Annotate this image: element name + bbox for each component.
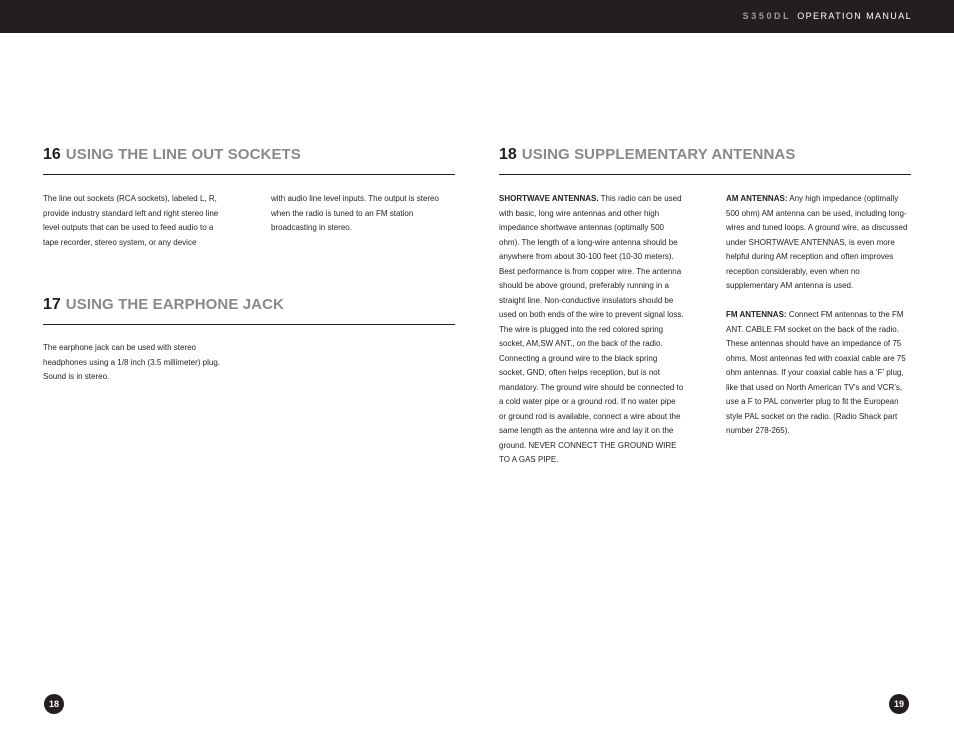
section-16-number: 16 [43, 146, 61, 163]
section-18-title: USING SUPPLEMENTARY ANTENNAS [521, 146, 796, 163]
section-18-heading [499, 146, 911, 175]
fm-antennas-text: Connect FM antennas to the FM ANT. CABLE FM socket on the back of the radio. These antennas should have an impedance of 75 ohms. Most antennas fed with coaxial cable are 75 ohm antennas. If your coaxial cable has a ‘F’ plug, like that used on North American TV’s and VCR’s, use a F to PAL converter plug to fit the European style PAL socket on the radio. (Radio Shack part number 278-265). [726, 310, 906, 435]
shortwave-antennas-text: This radio can be used with basic, long wire antennas and other high impedance shortwave antennas (optimally 500 ohm). The length of a long-wire antenna should be anywhere from about 30-100 feet (10-30 meters). Best performance is from copper wire. The antenna should be above ground, preferably running in a straight line. Non-conductive insulators should be used on both ends of the wire to prevent signal loss. The wire is plugged into the red colored spring socket, AM,SW ANT., on the back of the radio. Connecting a ground wire to the black spring socket, GND, often helps reception, but is not mandatory. The ground wire should be connected to a cold water pipe or a ground rod. If no water pipe or ground rod is available, connect a wire about the same length as the antenna wire and lay it on the ground. NEVER CONNECT THE GROUND WIRE TO A GAS PIPE. [499, 194, 684, 464]
am-fm-antennas-column [726, 192, 911, 439]
header-brand [743, 11, 912, 21]
model-name: S350DL [742, 11, 792, 21]
shortwave-antennas-paragraph [499, 192, 684, 468]
section-16-body-col2 [271, 192, 455, 236]
section-16-heading [43, 146, 455, 175]
page-number-right: 19 [889, 694, 909, 714]
section-17-title: USING THE EARPHONE JACK [65, 296, 284, 313]
shortwave-antennas-column [499, 192, 684, 468]
section-16-title: USING THE LINE OUT SOCKETS [65, 146, 301, 163]
header-bar [0, 0, 954, 33]
section-17-heading [43, 296, 455, 325]
section-18-number: 18 [499, 146, 517, 163]
fm-antennas-lead: FM ANTENNAS: [726, 310, 787, 319]
am-antennas-lead: AM ANTENNAS: [726, 194, 788, 203]
shortwave-antennas-lead: SHORTWAVE ANTENNAS. [499, 194, 599, 203]
section-17-body [43, 341, 229, 385]
fm-antennas-paragraph [726, 308, 911, 439]
am-antennas-paragraph [726, 192, 911, 294]
am-antennas-text: Any high impedance (optimally 500 ohm) AM antenna can be used, including long-wires and tuned loops. A ground wire, as discussed under SHORTWAVE ANTENNAS, is even more helpful during AM reception and often improves reception considerably, even when no supplementary AM antenna is used. [726, 194, 908, 290]
section-16-text-1: The line out sockets (RCA sockets), labeled L, R, provide industry standard left and right stereo line level outputs that can be used to feed audio to a tape recorder, stereo system, or any device [43, 194, 219, 247]
page-number-left: 18 [44, 694, 64, 714]
section-16-text-2: with audio line level inputs. The output is stereo when the radio is tuned to an FM station broadcasting in stereo. [271, 194, 439, 232]
section-16-body-col1 [43, 192, 229, 250]
section-17-text: The earphone jack can be used with stereo headphones using a 1/8 inch (3.5 millimeter) plug. Sound is in stereo. [43, 343, 220, 381]
manual-label: OPERATION MANUAL [797, 11, 912, 21]
section-17-number: 17 [43, 296, 61, 313]
